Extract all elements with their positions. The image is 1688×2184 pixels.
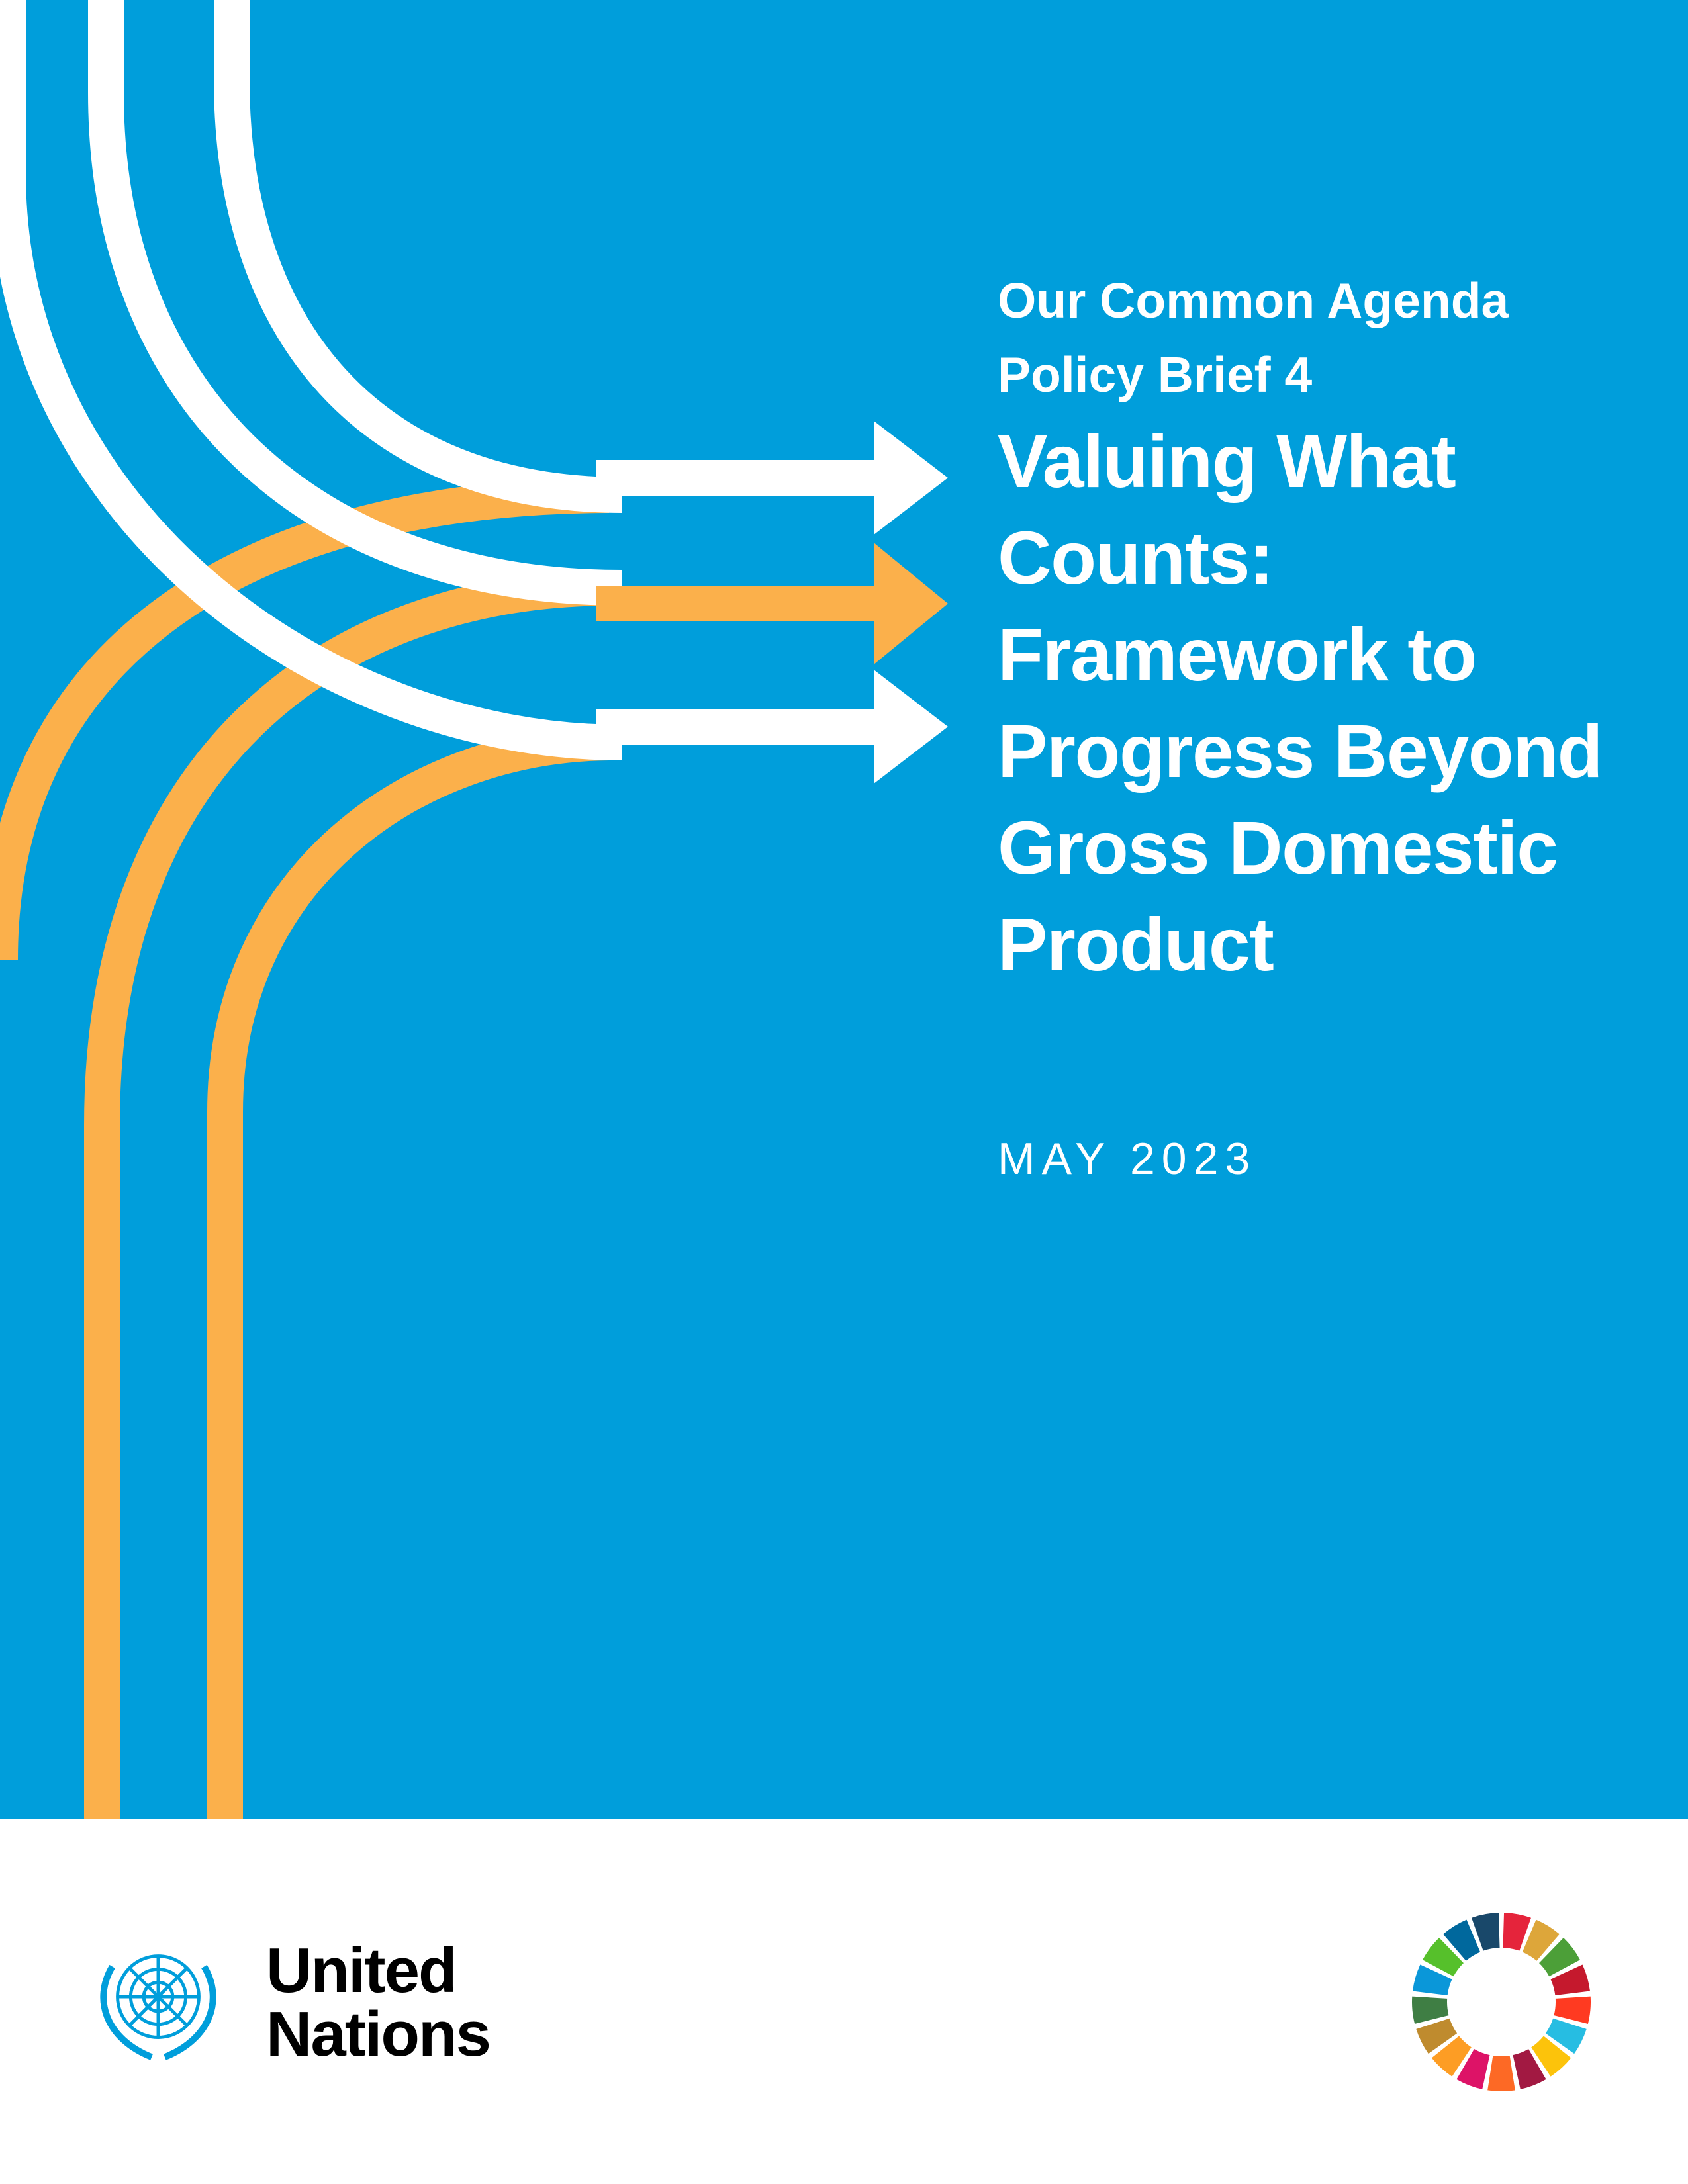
orange-shaft-2 [596,586,878,621]
sdg-wheel-segment [1412,1997,1448,2024]
un-wordmark-line-1: United [266,1935,456,2006]
un-wordmark-line-2: Nations [266,1999,491,2070]
orange-arrow-shafts [596,586,878,621]
white-shaft-1 [596,460,878,496]
title-line-3: Framework to [998,613,1476,696]
series-line-2: Policy Brief 4 [998,347,1313,402]
un-emblem-icon [86,1927,230,2071]
title-line-1: Valuing What [998,420,1456,503]
un-wordmark [266,1935,491,2070]
title-line-4: Progress Beyond [998,709,1603,793]
un-logo [86,1927,523,2073]
title-line-5: Gross Domestic [998,806,1558,889]
sdg-wheel-icon [1412,1913,1591,2091]
publication-date: MAY 2023 [998,1134,1257,1184]
sdg-wheel-segment [1487,2056,1515,2091]
series-line-1: Our Common Agenda [998,273,1509,328]
title-line-6: Product [998,903,1274,986]
title-line-2: Counts: [998,516,1274,600]
sdg-wheel-segment [1554,1997,1591,2024]
series-title [998,263,1653,412]
document-title [998,413,1660,993]
white-shaft-3 [596,709,878,745]
